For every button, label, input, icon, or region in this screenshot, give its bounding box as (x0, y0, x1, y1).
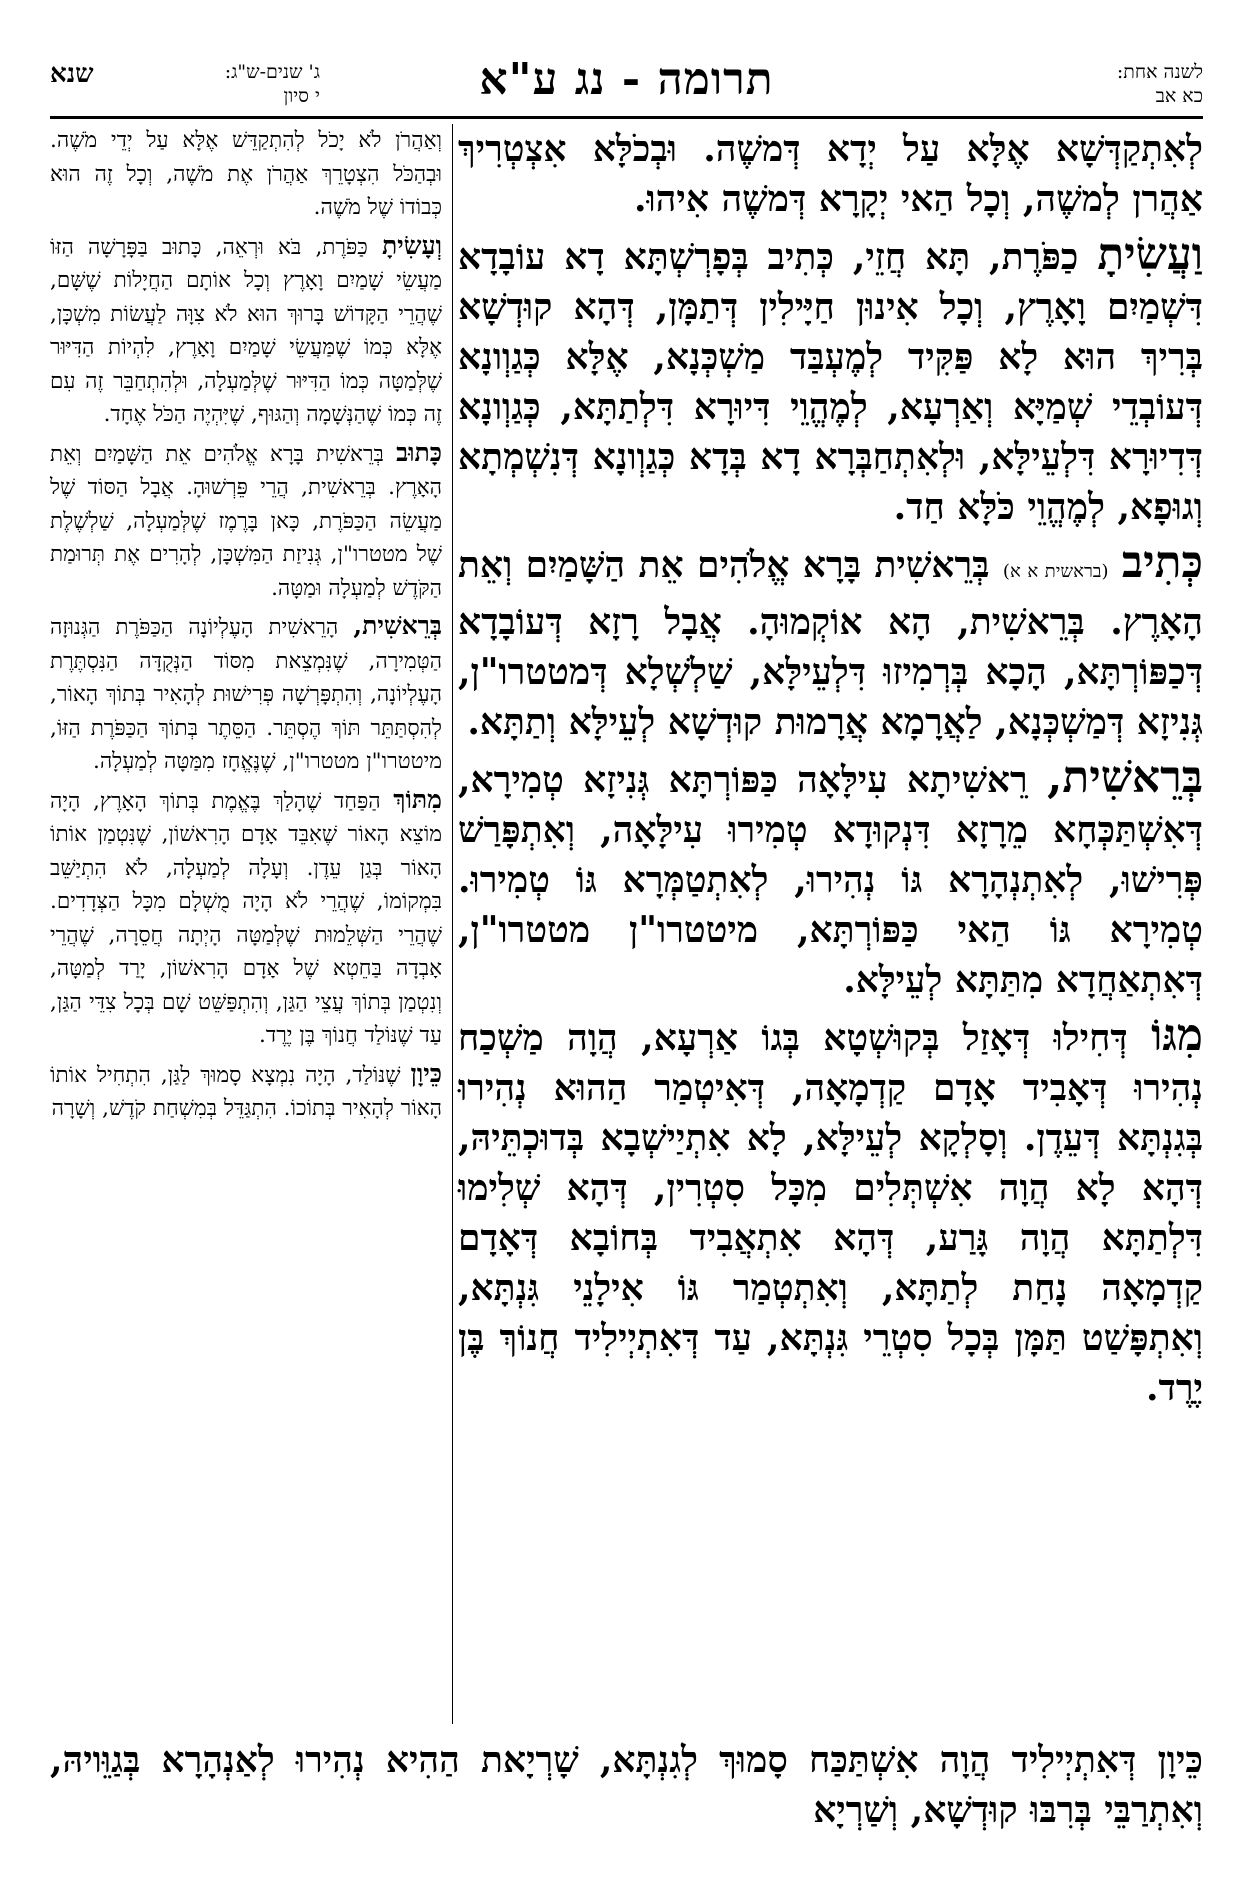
column-divider (452, 124, 453, 1724)
main-paragraph (458, 753, 1203, 1005)
translation-paragraph (50, 1057, 442, 1126)
opening-word: וַעֲשִׂיתָ (1097, 229, 1203, 280)
opening-word: כְּתִיב (1121, 537, 1203, 588)
verse-citation: (בראשית א א) (1002, 561, 1109, 582)
opening-word: כֵּיוָן (1157, 1739, 1203, 1781)
translation-paragraph-text: הַפַּחַד שֶׁהָלַךְ בֶּאֱמֶת בְּתוֹךְ הָאָרֶץ, הָיָה מוֹצֵא הָאוֹר שֶׁאִבֵּד אָדָם הָרִאשׁוֹן, שֶׁנִּטְמַן אוֹתוֹ הָאוֹר בְּגַן עֵדֶן. וְעָלָה לְמַעְלָה, לֹא הִתְיַשֵּׁב בִּמְקוֹמוֹ, שֶׁהֲרֵי לֹא הָיָה מֻשְׁלָם מִכָּל הַצְּדָדִים. שֶׁהֲרֵי הַשְּׁלֵמוּת שֶׁלְּמַטָּה הָיְתָה חֲסֵרָה, שֶׁהֲרֵי אָבְדָה בַּחֵטְא שֶׁל אָדָם הָרִאשׁוֹן, יָרַד לְמַטָּה, וְנִטְמַן בְּתוֹךְ עֲצֵי הַגַּן, וְהִתְפַּשֵּׁט שָׁם בְּכָל צִדֵּי הַגַּן, עַד שֶׁנּוֹלַד חֲנוֹךְ בֶּן יֶרֶד. (50, 788, 442, 1048)
main-paragraph-text: בְּרֵאשִׁית בָּרָא אֱלֹהִים אֵת הַשָּׁמַיִם וְאֵת הָאָרֶץ. בְּרֵאשִׁית, הָא אוֹקְמוּהָ. אֲבָל רָזָא דְּעוֹבָדָא דְּכַפּוֹרְתָּא, הָכָא בְּרְמִיזוּ דִּלְעֵילָּא, שַׁלְשְׁלָא דְּמטטרו"ן, גְּנִיזָא דְּמַשְׁכְּנָא, לַאֲרָמָא אֲרָמוּת קוּדְשָׁא לְעֵילָּא וְתַתָּא. (458, 544, 1203, 743)
header-rule (50, 116, 1203, 119)
opening-word: בְּרֵאשִׁית, (1047, 752, 1203, 803)
page-number: שנא (50, 59, 94, 89)
main-paragraph (458, 230, 1203, 532)
translation-paragraph-text: כַּפֹּרֶת, בֹּא וּרְאֵה, כָּתוּב בַּפָּרָשָׁה הַזּוֹ מַעֲשֵׂי שָׁמַיִם וָאָרֶץ וְכָל אוֹתָם הַחֲיָלוֹת שֶׁשָּׁם, שֶׁהֲרֵי הַקָּדוֹשׁ בָּרוּךְ הוּא לֹא צִוָּה לַעֲשׂוֹת מִשְׁכָּן, אֶלָּא כְּמוֹ שֶׁמַּעֲשֵׂי שָׁמַיִם וָאָרֶץ, לִהְיוֹת הַדִּיּוּר שֶׁלְּמַטָּה כְּמוֹ הַדִּיּוּר שֶׁלְּמַעְלָה, וּלְהִתְחַבֵּר זֶה עִם זֶה כְּמוֹ שֶׁהַנְּשָׁמָה וְהַגּוּף, שֶׁיִּהְיֶה הַכֹּל אֶחָד. (50, 234, 442, 427)
page-header (50, 52, 1203, 122)
main-paragraph-text: לְאִתְקַדְּשָׁא אֶלָּא עַל יְדָא דְּמשֶׁה. וּבְכֹלָּא אִצְטְרִיךְ אַהֲרן לְמשֶׁה, וְכָל הַאי יְקָרָא דְּמשֶׁה אִיהוּ. (458, 128, 1203, 220)
opening-word: כָּתוּב (396, 437, 442, 467)
opening-word: כֵּיוָן (410, 1058, 442, 1088)
translation-column (50, 124, 442, 1724)
translation-paragraph (50, 436, 442, 606)
translation-paragraph (50, 229, 442, 432)
page-title: תרומה - נג ע"א (479, 54, 774, 105)
translation-paragraph (50, 609, 442, 779)
main-column (458, 124, 1203, 1724)
main-paragraph (458, 538, 1203, 747)
translation-paragraph-text: הָרֵאשִׁית הָעֶלְיוֹנָה הַכַּפֹּרֶת הַגְּנוּזָה הַטְּמִירָה, שֶׁנִּמְצֵאת מִסּוֹד הַנְּקֻדָּה הַנִּסְתֶּרֶת הָעֶלְיוֹנָה, וְהִתְפָּרְשָׁה פְּרִישׁוּת לְהָאִיר בְּתוֹךְ הָאוֹר, לְהִסְתַּתֵּר תּוֹךְ הֶסְתֵּר. הַסֵּתֶר בְּתוֹךְ הַכַּפֹּרֶת הַזּוֹ, מיטטרו"ן מטטרו"ן, שֶׁנֶּאֱחָז מִמַּטָּה לְמַעְלָה. (50, 615, 442, 774)
translation-paragraph-text: וְאַהֲרֹן לֹא יָכֹל לְהִתְקַדֵּשׁ אֶלָּא עַל יְדֵי מֹשֶׁה. וּבְהַכֹּל הִצְטָרֵךְ אַהֲרֹן אֶת מֹשֶׁה, וְכָל זֶה הוּא כְּבוֹדוֹ שֶׁל מֹשֶׁה. (50, 128, 442, 220)
main-paragraph-text: רֵאשִׁיתָא עִילָּאָה כַּפּוֹרְתָּא גְּנִיזָא טְמִירָא, דְּאִשְׁתַּכְּחָא מֵרָזָא דִּנְקוּדָא טְמִירוּ עִילָּאָה, וְאִתְפָּרַשׁ פְּרִישׁוּ, לְאִתְנְהָרָא גּוֹ נְהִירוּ, לְאִתְטַמְּרָא גּוֹ טְמִירוּ. טְמִירָא גּוֹ הַאי כַּפּוֹרְתָּא, מיטטרו"ן מטטרו"ן, דְּאִתְאַחֲדָא מִתַּתָּא לְעֵילָּא. (458, 759, 1203, 1001)
bottom-paragraph-text: דְּאִתְיְילִיד הֲוָה אִשְׁתַּכַּח סָמוּךְ לְגִנְתָּא, שָׁרְיָאת הַהִיא נְהִירוּ לְאַנְהָרָא בְּגַוֵּויהּ, וְאִתְרַבֵּי בְּרִבּוּ קוּדְשָׁא, וְשַׁרְיָא (50, 1739, 1203, 1831)
main-paragraph-text: כַפֹּרֶת, תָּא חֲזֵי, כְּתִיב בְּפָרְשְׁתָּא דָא עוֹבָדָא דִּשְׁמַיִם וָאָרֶץ, וְכָל אִינוּן חַיָּילִין דְּתַמָּן, דְּהָא קוּדְשָׁא בְּרִיךְ הוּא לָא פַּקִּיד לְמֶעְבַּד מַשְׁכְּנָא, אֶלָּא כְּגַוְונָא דְּעוֹבְדֵי שְׁמַיָּא וְאַרְעָא, לְמֶהֱוֵי דִּיוּרָא דִּלְתַתָּא, כְּגַוְונָא דְּדִיוּרָא דִּלְעֵילָּא, וּלְאִתְחַבְּרָא דָא בְּדָא כְּגַוְונָא דְּנִשְׁמְתָא וְגוּפָא, לְמֶהֱוֵי כֹּלָּא חַד. (458, 236, 1203, 528)
bottom-full-width-text (50, 1735, 1203, 1835)
translation-paragraph (50, 783, 442, 1053)
three-year-label: ג' שנים-ש"ג: (224, 61, 320, 83)
opening-word: וְעָשִׂיתָ (381, 230, 442, 260)
translation-paragraph (50, 124, 442, 225)
main-paragraph (458, 1011, 1203, 1413)
opening-word: מִתּוֹךְ (393, 784, 442, 814)
one-year-date: כא אב (1155, 85, 1203, 107)
translation-paragraph-text: בְּרֵאשִׁית בָּרָא אֱלֹהִים אֵת הַשָּׁמַיִם וְאֵת הָאָרֶץ. בְּרֵאשִׁית, הֲרֵי פֵּרְשׁוּהָ. אֲבָל הַסּוֹד שֶׁל מַעֲשֵׂה הַכַּפֹּרֶת, כָּאן בָּרֶמֶז שֶׁלְּמַעְלָה, שַׁלְשֶׁלֶת שֶׁל מטטרו"ן, גְּנִיזַת הַמִּשְׁכָּן, לְהָרִים אֶת תְּרוּמַת הַקֹּדֶשׁ לְמַעְלָה וּמַטָּה. (50, 441, 442, 601)
three-year-date: י סיון (283, 85, 320, 107)
bottom-paragraph (50, 1735, 1203, 1835)
one-year-label: לשנה אחת: (1116, 61, 1203, 83)
translation-paragraph-text: שֶׁנּוֹלַד, הָיָה נִמְצָא סָמוּךְ לַגַּן, הִתְחִיל אוֹתוֹ הָאוֹר לְהָאִיר בְּתוֹכוֹ. הִתְגַּדֵּל בְּמִשְׁחַת קֹדֶשׁ, וְשָׁרָה (50, 1062, 442, 1121)
opening-word: בְּרֵאשִׁית, (353, 611, 442, 640)
main-paragraph-text: דְּחִילוּ דְּאָזַל בְּקוּשְׁטָא בְּגוֹ אַרְעָא, הֲוָה מַשְׁכַח נְהִירוּ דְּאָבִיד אָדָם קַדְמָאָה, דְּאִיטְמַר הַהוּא נְהִירוּ בְּגִנְתָּא דְּעֵדֶן. וְסָלְקָא לְעֵילָּא, לָא אִתְיַישְׁבָא בְּדוּכְתֵּיהּ, דְּהָא לָא הֲוָה אִשְׁתְּלִים מִכָּל סִטְרִין, דְּהָא שְׁלִימוּ דִּלְתַתָּא הֲוָה גָּרַע, דְּהָא אִתְאֲבִיד בְּחוֹבָא דְּאָדָם קַדְמָאָה נָחַת לְתַתָּא, וְאִתְטְמַר גּוֹ אִילָנֵי גִּנְתָּא, וְאִתְפָּשַׁט תַּמָּן בְּכָל סִטְרֵי גִּנְתָּא, עַד דְּאִתְיְילִיד חֲנוֹךְ בֶּן יֶרֶד. (458, 1017, 1203, 1409)
main-paragraph (458, 124, 1203, 224)
opening-word: מִגּוֹ (1151, 1010, 1203, 1061)
